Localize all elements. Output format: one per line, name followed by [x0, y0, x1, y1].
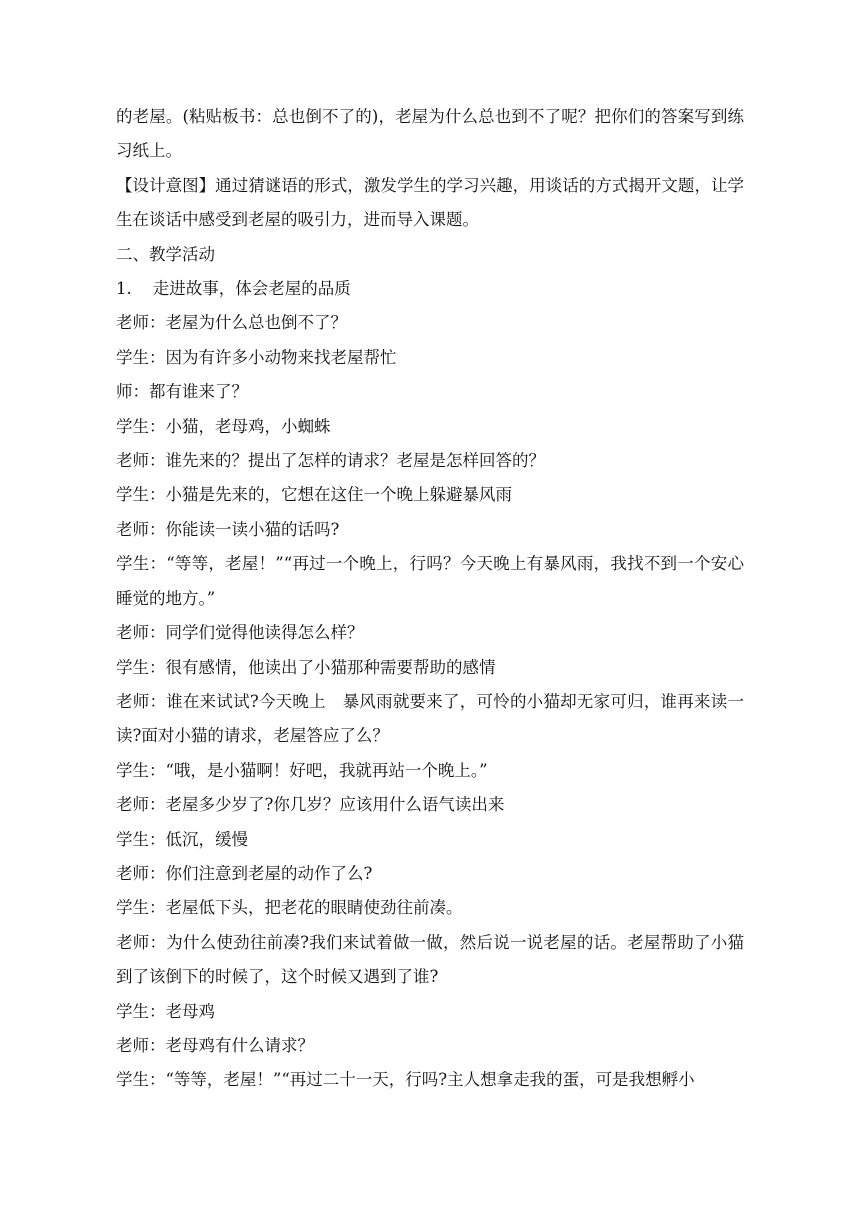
dialogue-line: 老师：同学们觉得他读得怎么样？ — [116, 623, 364, 643]
dialogue-line: 老师：谁在来试试?今天晚上 暴风雨就要来了，可怜的小猫却无家可归，谁再来读一读?面对小猫的请求，老屋答应了么？ — [116, 691, 744, 746]
dialogue-line: 老师：为什么使劲往前凑?我们来试着做一做，然后说一说老屋的话。老屋帮助了小猫到了该倒下的时候了，这个时候又遇到了谁? — [116, 932, 744, 987]
dialogue-line: 学生：“等等，老屋！”“再过一个晚上，行吗？今天晚上有暴风雨，我找不到一个安心睡觉的地方。” — [116, 554, 744, 608]
subsection-heading-1: 1. 走进故事，体会老屋的品质 — [116, 279, 351, 299]
dialogue-line: 老师：你们注意到老屋的动作了么? — [116, 863, 373, 883]
dialogue-line: 学生：因为有许多小动物来找老屋帮忙 — [116, 347, 397, 367]
dialogue-line: 学生：老母鸡 — [116, 1001, 215, 1021]
dialogue-line: 学生：小猫，老母鸡，小蜘蛛 — [116, 416, 331, 436]
paragraph-design-intent: 【设计意图】通过猜谜语的形式，激发学生的学习兴趣，用谈话的方式揭开文题，让学生在谈话中感受到老屋的吸引力，进而导入课题。 — [116, 175, 744, 230]
dialogue-line: 学生：“等等，老屋！”“再过二十一天，行吗?主人想拿走我的蛋，可是我想孵小 — [116, 1070, 695, 1090]
dialogue-line: 老师：老屋多少岁了?你几岁？应该用什么语气读出来 — [116, 795, 505, 815]
paragraph-intro-continued: 的老屋。(粘贴板书：总也倒不了的)，老屋为什么总也到不了呢？把你们的答案写到练习纸上。 — [116, 107, 744, 161]
section-heading-teaching-activities: 二、教学活动 — [116, 244, 215, 264]
dialogue-line: 老师：你能读一读小猫的话吗? — [116, 519, 340, 539]
dialogue-line: 学生：很有感情，他读出了小猫那种需要帮助的感情 — [116, 657, 496, 677]
dialogue-line: 老师：谁先来的？提出了怎样的请求？老屋是怎样回答的？ — [116, 451, 545, 471]
dialogue-line: 学生：老屋低下头，把老花的眼睛使劲往前凑。 — [116, 898, 463, 918]
dialogue-line: 学生：“哦，是小猫啊！好吧，我就再站一个晚上。” — [116, 760, 488, 780]
dialogue-line: 师：都有谁来了？ — [116, 382, 248, 402]
dialogue-line: 学生：小猫是先来的，它想在这住一个晚上躲避暴风雨 — [116, 485, 512, 505]
dialogue-line: 老师：老母鸡有什么请求？ — [116, 1035, 314, 1055]
document-body — [116, 100, 744, 1098]
dialogue-line: 老师：老屋为什么总也倒不了？ — [116, 313, 347, 333]
dialogue-line: 学生：低沉，缓慢 — [116, 829, 248, 849]
